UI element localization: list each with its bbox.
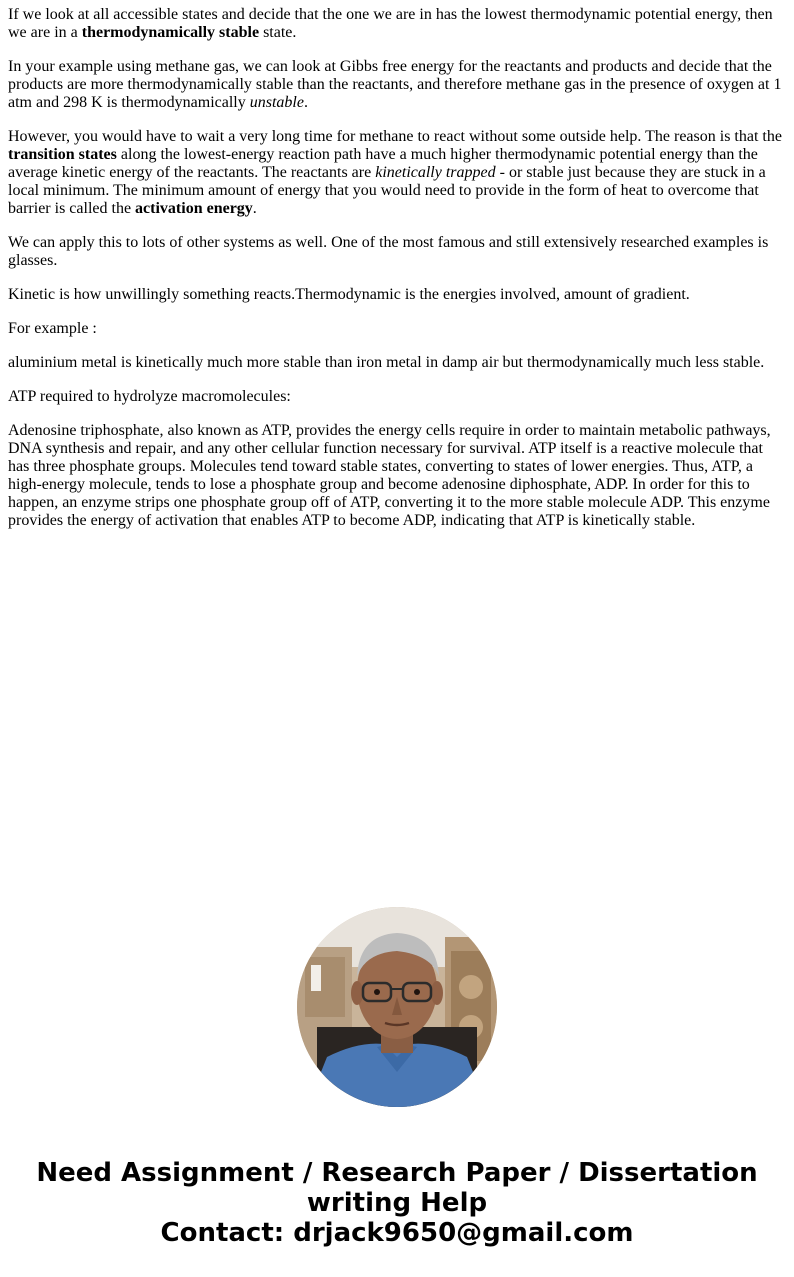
contact-banner: [0, 1158, 794, 1248]
footer-line-2: writing Help: [306, 1188, 488, 1218]
paragraph-kinetic-definition: Kinetic is how unwillingly something reacts.Thermodynamic is the energies involved, amount of gradient.: [8, 286, 690, 303]
paragraph-atp: Adenosine triphosphate, also known as ATP, provides the energy cells require in order to maintain metabolic pathways, DNA synthesis and repair, and any other cellular function necessary for survival. ATP itself is a reactive molecule that has three phosphate groups. Molecules tend toward stable states, converting to states of lower energies. Thus, ATP, a high-energy molecule, tends to lose a phosphate group and become adenosine diphosphate, ADP. In order for this to happen, an enzyme strips one phosphate group off of ATP, converting it to the more stable molecule ADP. This enzyme provides the energy of activation that enables ATP to become ADP, indicating that ATP is kinetically stable.: [8, 422, 771, 529]
bold-term: thermodynamically stable: [81, 24, 260, 41]
footer-line-1: Need Assignment / Research Paper / Dissertation: [36, 1158, 758, 1188]
paragraph-transition-states: [8, 128, 786, 218]
bold-term: transition states: [8, 146, 117, 163]
article-body: [8, 6, 786, 546]
text: In your example using methane gas, we can look at Gibbs free energy for the reactants and products and decide that the products are more thermodynamically stable than the reactants, and therefore methane gas in the presence of oxygen at 1 atm and 298 K is thermodynamically: [8, 58, 782, 111]
text: If we look at all accessible states and decide that the one we are in has the lowest thermodynamic potential energy, then we are in a: [8, 6, 773, 41]
author-avatar: [297, 907, 497, 1107]
paragraph-aluminium: aluminium metal is kinetically much more stable than iron metal in damp air but thermodynamically much less stable.: [8, 354, 765, 371]
text: .: [303, 94, 308, 111]
text: - or stable just because they are stuck in a local minimum. The minimum amount of energy that you would need to provide in the form of heat to overcome that barrier is called the: [8, 164, 766, 217]
italic-term: kinetically trapped: [375, 164, 496, 181]
text: .: [252, 200, 257, 217]
paragraph-methane-example: [8, 58, 786, 112]
author-portrait-image: [297, 907, 497, 1107]
bold-term: activation energy: [135, 200, 253, 217]
paragraph-atp-heading: ATP required to hydrolyze macromolecules:: [8, 388, 291, 405]
text: state.: [259, 24, 297, 41]
text: along the lowest-energy reaction path have a much higher thermodynamic potential energy than the average kinetic energy of the reactants. The reactants are: [8, 146, 758, 181]
italic-term: unstable: [249, 94, 304, 111]
paragraph-for-example: For example :: [8, 320, 97, 337]
text: However, you would have to wait a very long time for methane to react without some outside help. The reason is that the: [8, 128, 782, 145]
footer-contact-line: Contact: drjack9650@gmail.com: [160, 1218, 634, 1248]
paragraph-glasses: We can apply this to lots of other systems as well. One of the most famous and still extensively researched examples is glasses.: [8, 234, 769, 269]
paragraph-thermodynamic-stability: [8, 6, 786, 42]
